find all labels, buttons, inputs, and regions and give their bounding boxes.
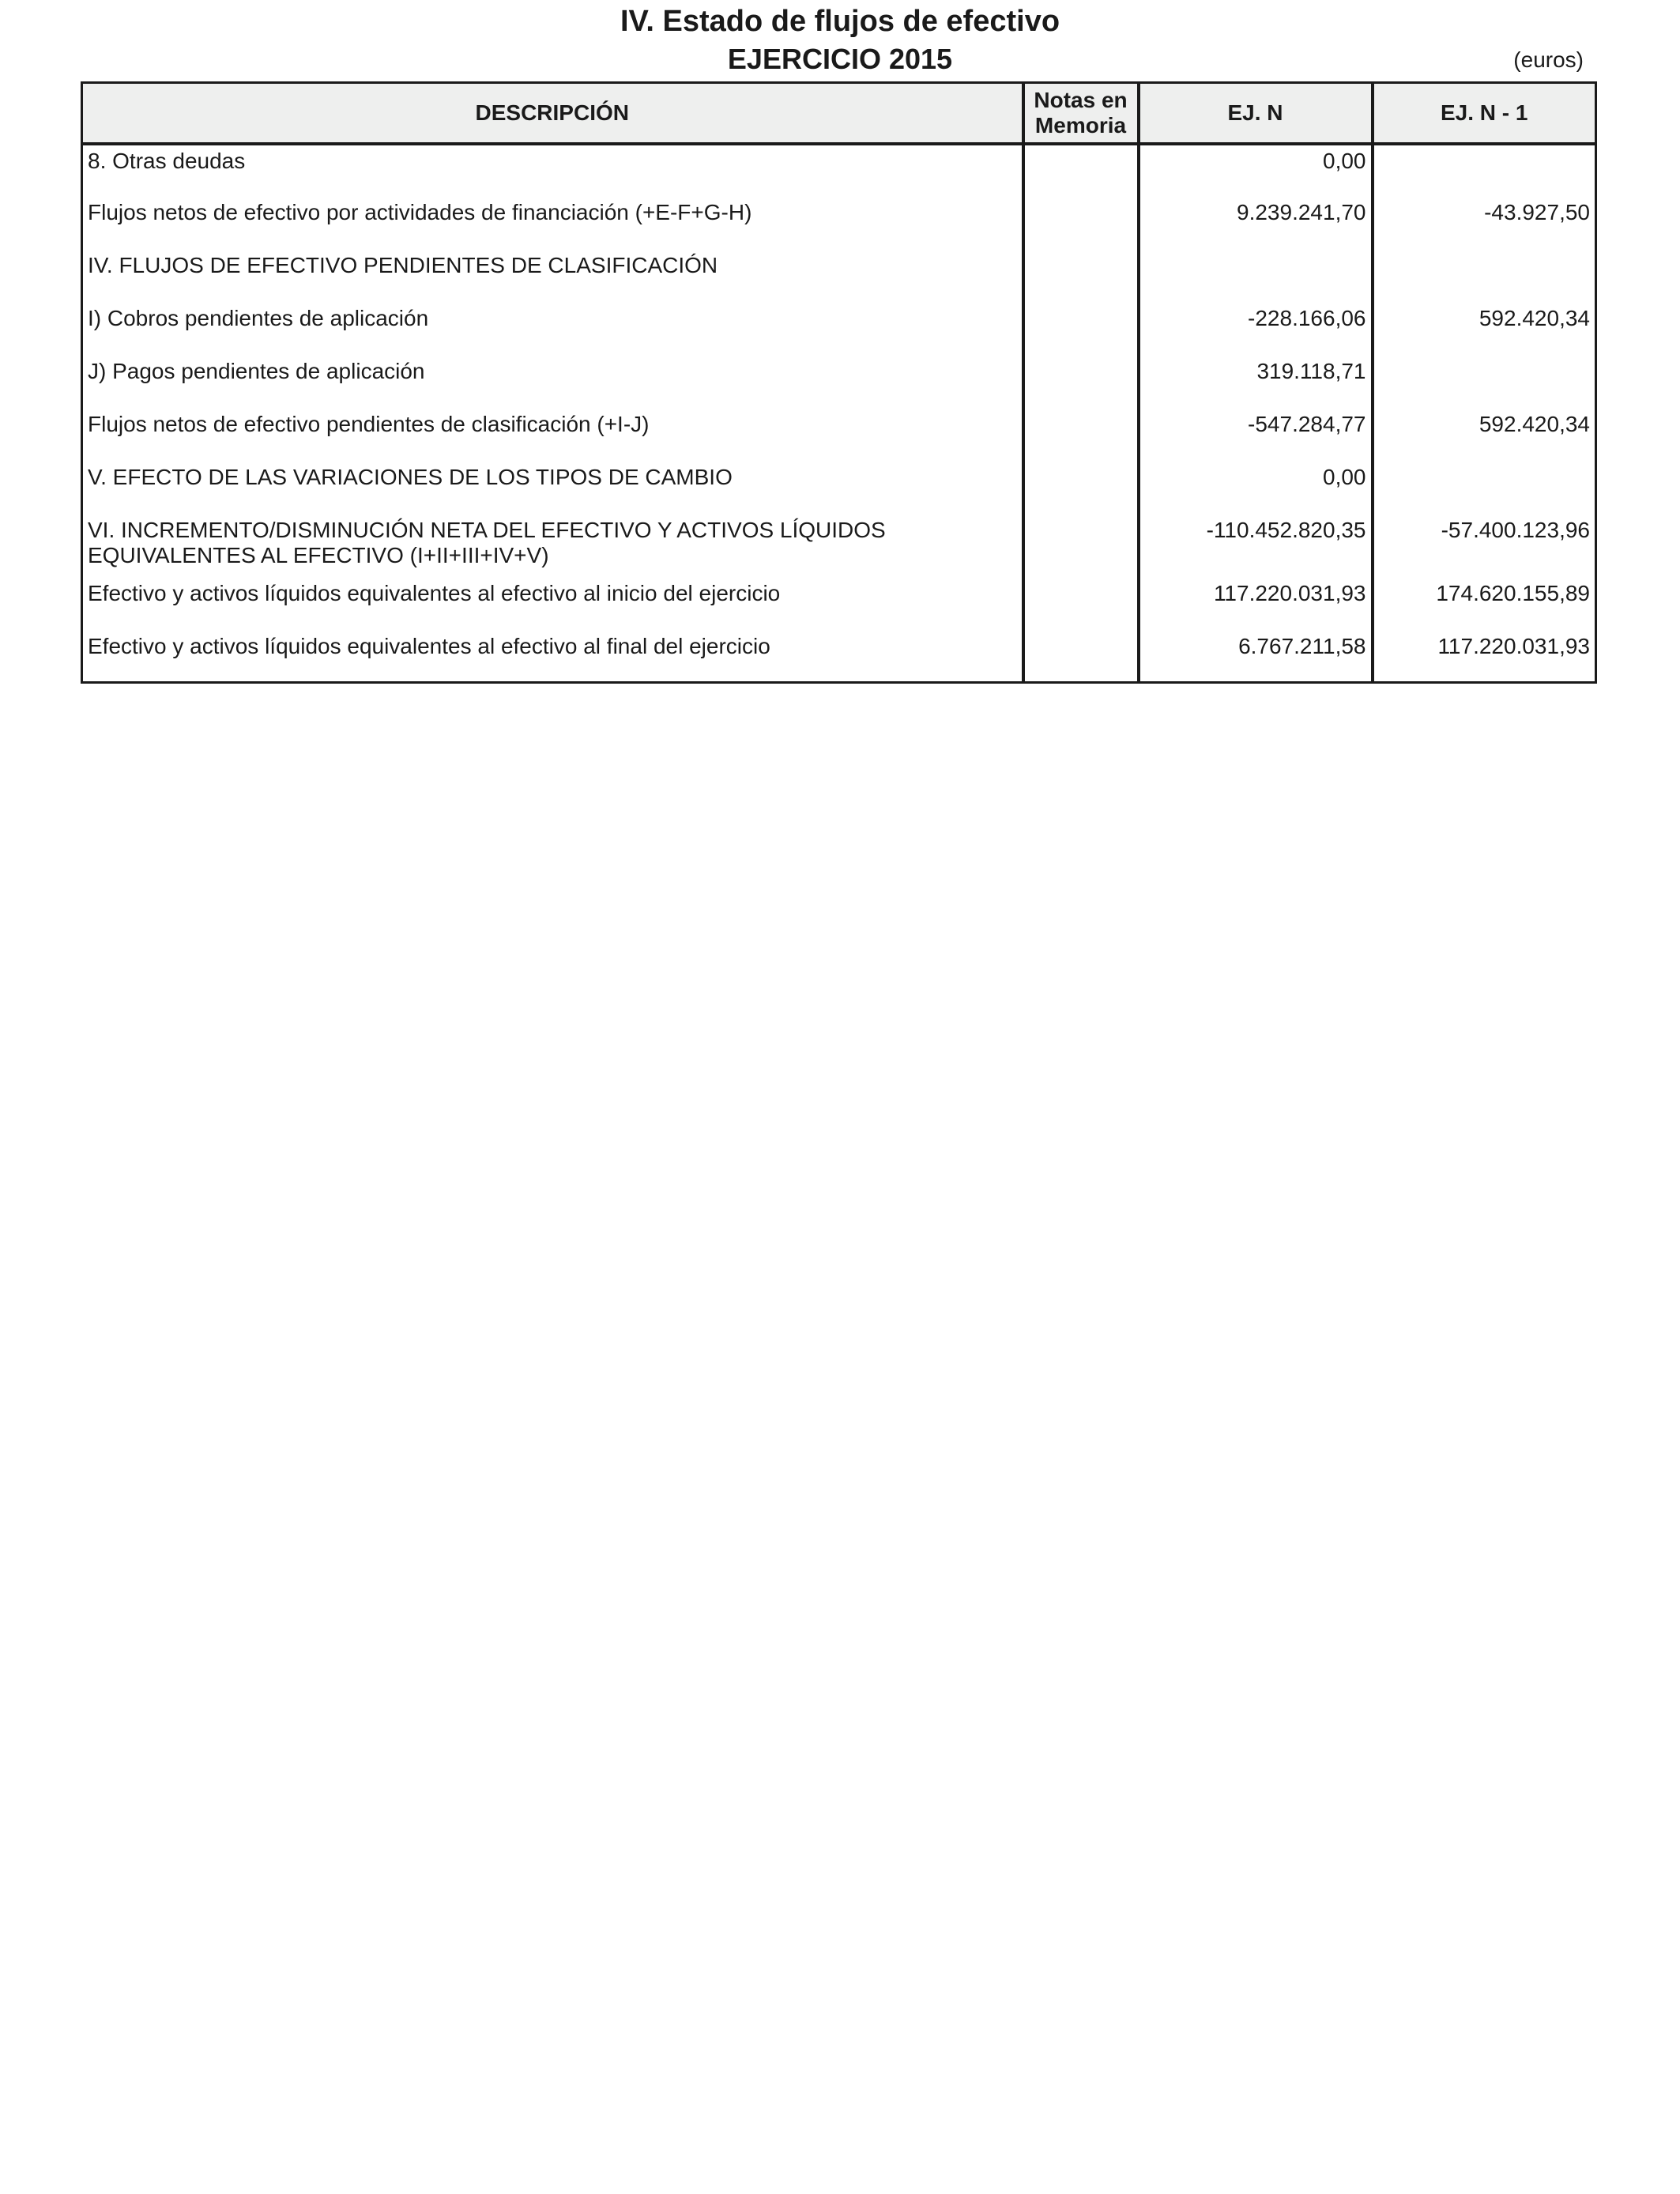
row-description: V. EFECTO DE LAS VARIACIONES DE LOS TIPOS DE CAMBIO [88, 465, 733, 489]
row-description-line1: VI. INCREMENTO/DISMINUCIÓN NETA DEL EFECTIVO Y ACTIVOS LÍQUIDOS [88, 518, 886, 542]
row-ej-n: 0,00 [1139, 462, 1373, 515]
row-description: Efectivo y activos líquidos equivalentes al efectivo al inicio del ejercicio [88, 581, 781, 605]
row-ej-n [1139, 250, 1373, 303]
row-notas [1023, 250, 1139, 303]
row-ej-n: 319.118,71 [1139, 356, 1373, 409]
row-ej-n: 6.767.211,58 [1139, 631, 1373, 682]
row-notas [1023, 356, 1139, 409]
units-label: (euros) [1513, 47, 1584, 72]
row-notas [1023, 409, 1139, 462]
column-header-ej-n: EJ. N [1139, 83, 1373, 145]
column-header-ej-n1: EJ. N - 1 [1373, 83, 1596, 145]
row-ej-n: 0,00 [1139, 144, 1373, 197]
column-header-descripcion: DESCRIPCIÓN [82, 83, 1023, 145]
table-header-row [82, 83, 1596, 145]
table-row [82, 409, 1596, 462]
row-ej-n1 [1373, 250, 1596, 303]
row-notas [1023, 462, 1139, 515]
row-ej-n1: -43.927,50 [1373, 197, 1596, 250]
column-header-notas-line2: Memoria [1034, 113, 1127, 138]
row-description: J) Pagos pendientes de aplicación [88, 359, 425, 383]
row-ej-n1: 117.220.031,93 [1373, 631, 1596, 682]
row-notas [1023, 197, 1139, 250]
table-row [82, 144, 1596, 197]
row-ej-n: -547.284,77 [1139, 409, 1373, 462]
row-ej-n1: -57.400.123,96 [1373, 515, 1596, 578]
table-row [82, 578, 1596, 631]
row-notas [1023, 631, 1139, 682]
table-row [82, 303, 1596, 356]
row-ej-n1: 174.620.155,89 [1373, 578, 1596, 631]
page-title: IV. Estado de flujos de efectivo [620, 5, 1060, 38]
table-row [82, 515, 1596, 578]
row-description: I) Cobros pendientes de aplicación [88, 306, 429, 330]
row-description-line2: EQUIVALENTES AL EFECTIVO (I+II+III+IV+V) [88, 543, 549, 567]
row-notas [1023, 578, 1139, 631]
row-ej-n1: 592.420,34 [1373, 303, 1596, 356]
row-ej-n: 117.220.031,93 [1139, 578, 1373, 631]
row-description: Efectivo y activos líquidos equivalentes al efectivo al final del ejercicio [88, 634, 770, 658]
row-description: Flujos netos de efectivo por actividades de financiación (+E-F+G-H) [88, 200, 752, 224]
row-ej-n1 [1373, 356, 1596, 409]
row-ej-n1 [1373, 462, 1596, 515]
row-description [82, 515, 1023, 578]
row-description: 8. Otras deudas [88, 149, 246, 173]
table-row [82, 197, 1596, 250]
column-header-notas [1023, 83, 1139, 145]
row-notas [1023, 144, 1139, 197]
table-row [82, 250, 1596, 303]
row-description: IV. FLUJOS DE EFECTIVO PENDIENTES DE CLASIFICACIÓN [88, 253, 718, 277]
table-row [82, 462, 1596, 515]
row-description: Flujos netos de efectivo pendientes de clasificación (+I-J) [88, 412, 650, 436]
row-notas [1023, 303, 1139, 356]
row-ej-n: -228.166,06 [1139, 303, 1373, 356]
row-ej-n: -110.452.820,35 [1139, 515, 1373, 578]
table-row [82, 631, 1596, 682]
row-ej-n1: 592.420,34 [1373, 409, 1596, 462]
row-ej-n1 [1373, 144, 1596, 197]
table-row [82, 356, 1596, 409]
row-ej-n: 9.239.241,70 [1139, 197, 1373, 250]
row-notas [1023, 515, 1139, 578]
cash-flow-table [81, 81, 1597, 684]
page-subtitle: EJERCICIO 2015 [727, 43, 953, 75]
column-header-notas-line1: Notas en [1034, 88, 1128, 112]
